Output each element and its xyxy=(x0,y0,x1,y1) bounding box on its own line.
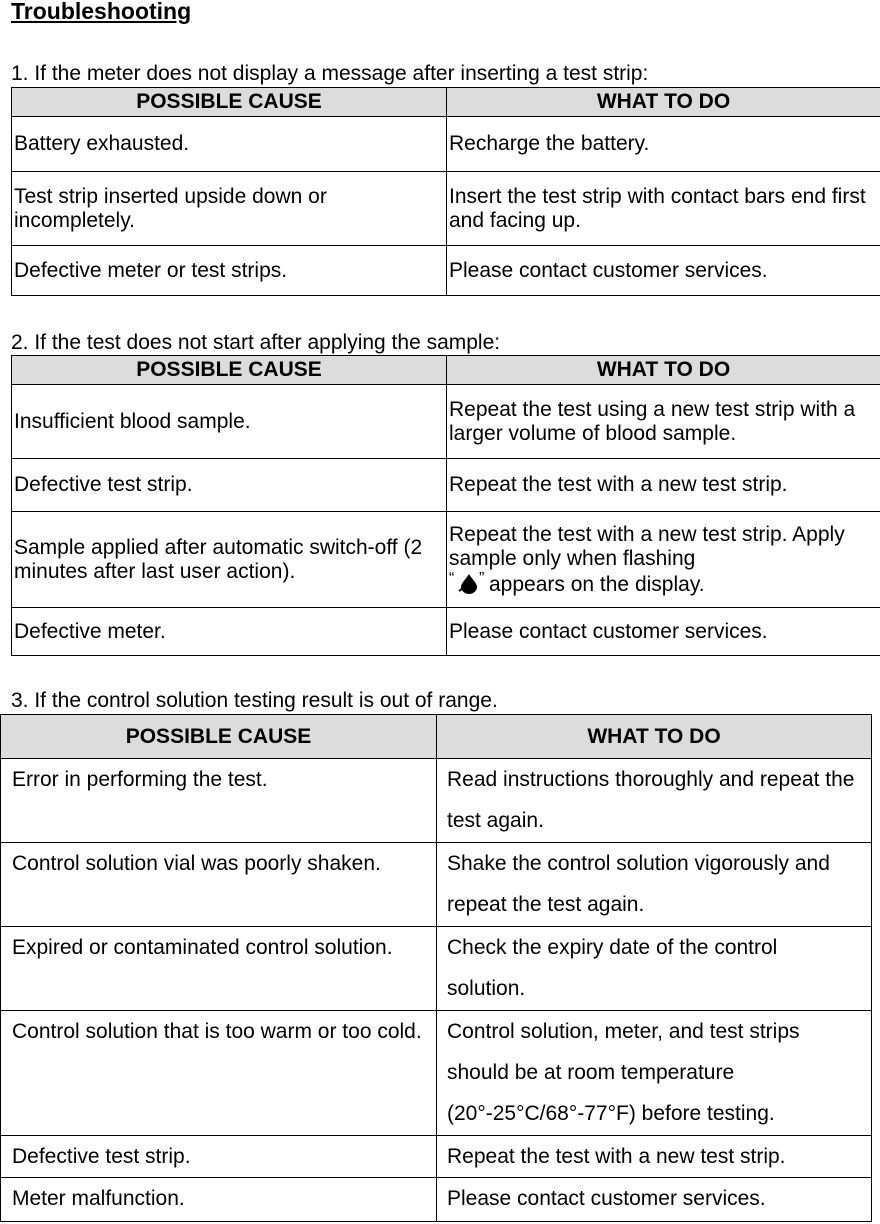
remedy-cell: Insert the test strip with contact bars end first and facing up. xyxy=(447,172,880,246)
header-what-to-do: WHAT TO DO xyxy=(447,88,880,117)
remedy-text: Repeat the test with a new test strip. Apply sample only when flashing xyxy=(449,522,845,570)
remedy-cell: Read instructions thoroughly and repeat the test again. xyxy=(437,759,872,843)
remedy-cell: Please contact customer services. xyxy=(447,608,880,656)
cause-cell: Battery exhausted. xyxy=(12,117,447,172)
table-row xyxy=(1,927,872,1011)
cause-cell: Test strip inserted upside down or incompletely. xyxy=(12,172,447,246)
troubleshooting-table-3 xyxy=(0,714,872,1222)
remedy-cell: Repeat the test with a new test strip. xyxy=(437,1136,872,1178)
remedy-cell: Repeat the test using a new test strip with a larger volume of blood sample. xyxy=(447,385,880,459)
remedy-cell: Control solution, meter, and test strips should be at room temperature (20°-25°C/68°-77°F) before testing. xyxy=(437,1011,872,1136)
table-row xyxy=(1,1011,872,1136)
troubleshooting-table-1 xyxy=(11,87,880,296)
table-row xyxy=(1,1136,872,1178)
remedy-cell: Shake the control solution vigorously and repeat the test again. xyxy=(437,843,872,927)
cause-cell: Error in performing the test. xyxy=(1,759,437,843)
cause-cell: Insufficient blood sample. xyxy=(12,385,447,459)
cause-cell: Defective meter. xyxy=(12,608,447,656)
header-possible-cause: POSSIBLE CAUSE xyxy=(12,356,447,385)
table-row xyxy=(12,385,880,459)
section-1-intro: 1. If the meter does not display a message after inserting a test strip: xyxy=(11,62,649,85)
troubleshooting-table-2 xyxy=(11,355,880,656)
svg-text:“: “ xyxy=(449,570,455,587)
page-title: Troubleshooting xyxy=(11,0,192,24)
table-row xyxy=(12,608,880,656)
cause-cell: Defective test strip. xyxy=(1,1136,437,1178)
blood-drop-icon xyxy=(449,571,489,595)
table-row xyxy=(1,1178,872,1222)
table-row xyxy=(12,117,880,172)
table-row xyxy=(12,172,880,246)
svg-text:”: ” xyxy=(479,570,485,587)
cause-cell: Expired or contaminated control solution. xyxy=(1,927,437,1011)
section-2-intro: 2. If the test does not start after applying the sample: xyxy=(11,331,501,354)
header-possible-cause: POSSIBLE CAUSE xyxy=(12,88,447,117)
cause-cell: Sample applied after automatic switch-off (2 minutes after last user action). xyxy=(12,512,447,608)
table-row xyxy=(1,759,872,843)
remedy-cell: Please contact customer services. xyxy=(447,246,880,296)
table-row xyxy=(1,843,872,927)
cause-cell: Defective test strip. xyxy=(12,459,447,512)
remedy-cell xyxy=(447,512,880,608)
header-what-to-do: WHAT TO DO xyxy=(447,356,880,385)
cause-cell: Control solution vial was poorly shaken. xyxy=(1,843,437,927)
cause-cell: Meter malfunction. xyxy=(1,1178,437,1222)
remedy-cell: Check the expiry date of the control solution. xyxy=(437,927,872,1011)
cause-cell: Defective meter or test strips. xyxy=(12,246,447,296)
cause-cell: Control solution that is too warm or too cold. xyxy=(1,1011,437,1136)
table-row xyxy=(12,459,880,512)
header-possible-cause: POSSIBLE CAUSE xyxy=(1,715,437,759)
flash-suffix: appears on the display. xyxy=(489,572,705,596)
remedy-cell: Recharge the battery. xyxy=(447,117,880,172)
header-what-to-do: WHAT TO DO xyxy=(437,715,872,759)
section-3-intro: 3. If the control solution testing result is out of range. xyxy=(11,689,498,712)
remedy-cell: Repeat the test with a new test strip. xyxy=(447,459,880,512)
table-row xyxy=(12,246,880,296)
remedy-cell: Please contact customer services. xyxy=(437,1178,872,1222)
table-row xyxy=(12,512,880,608)
